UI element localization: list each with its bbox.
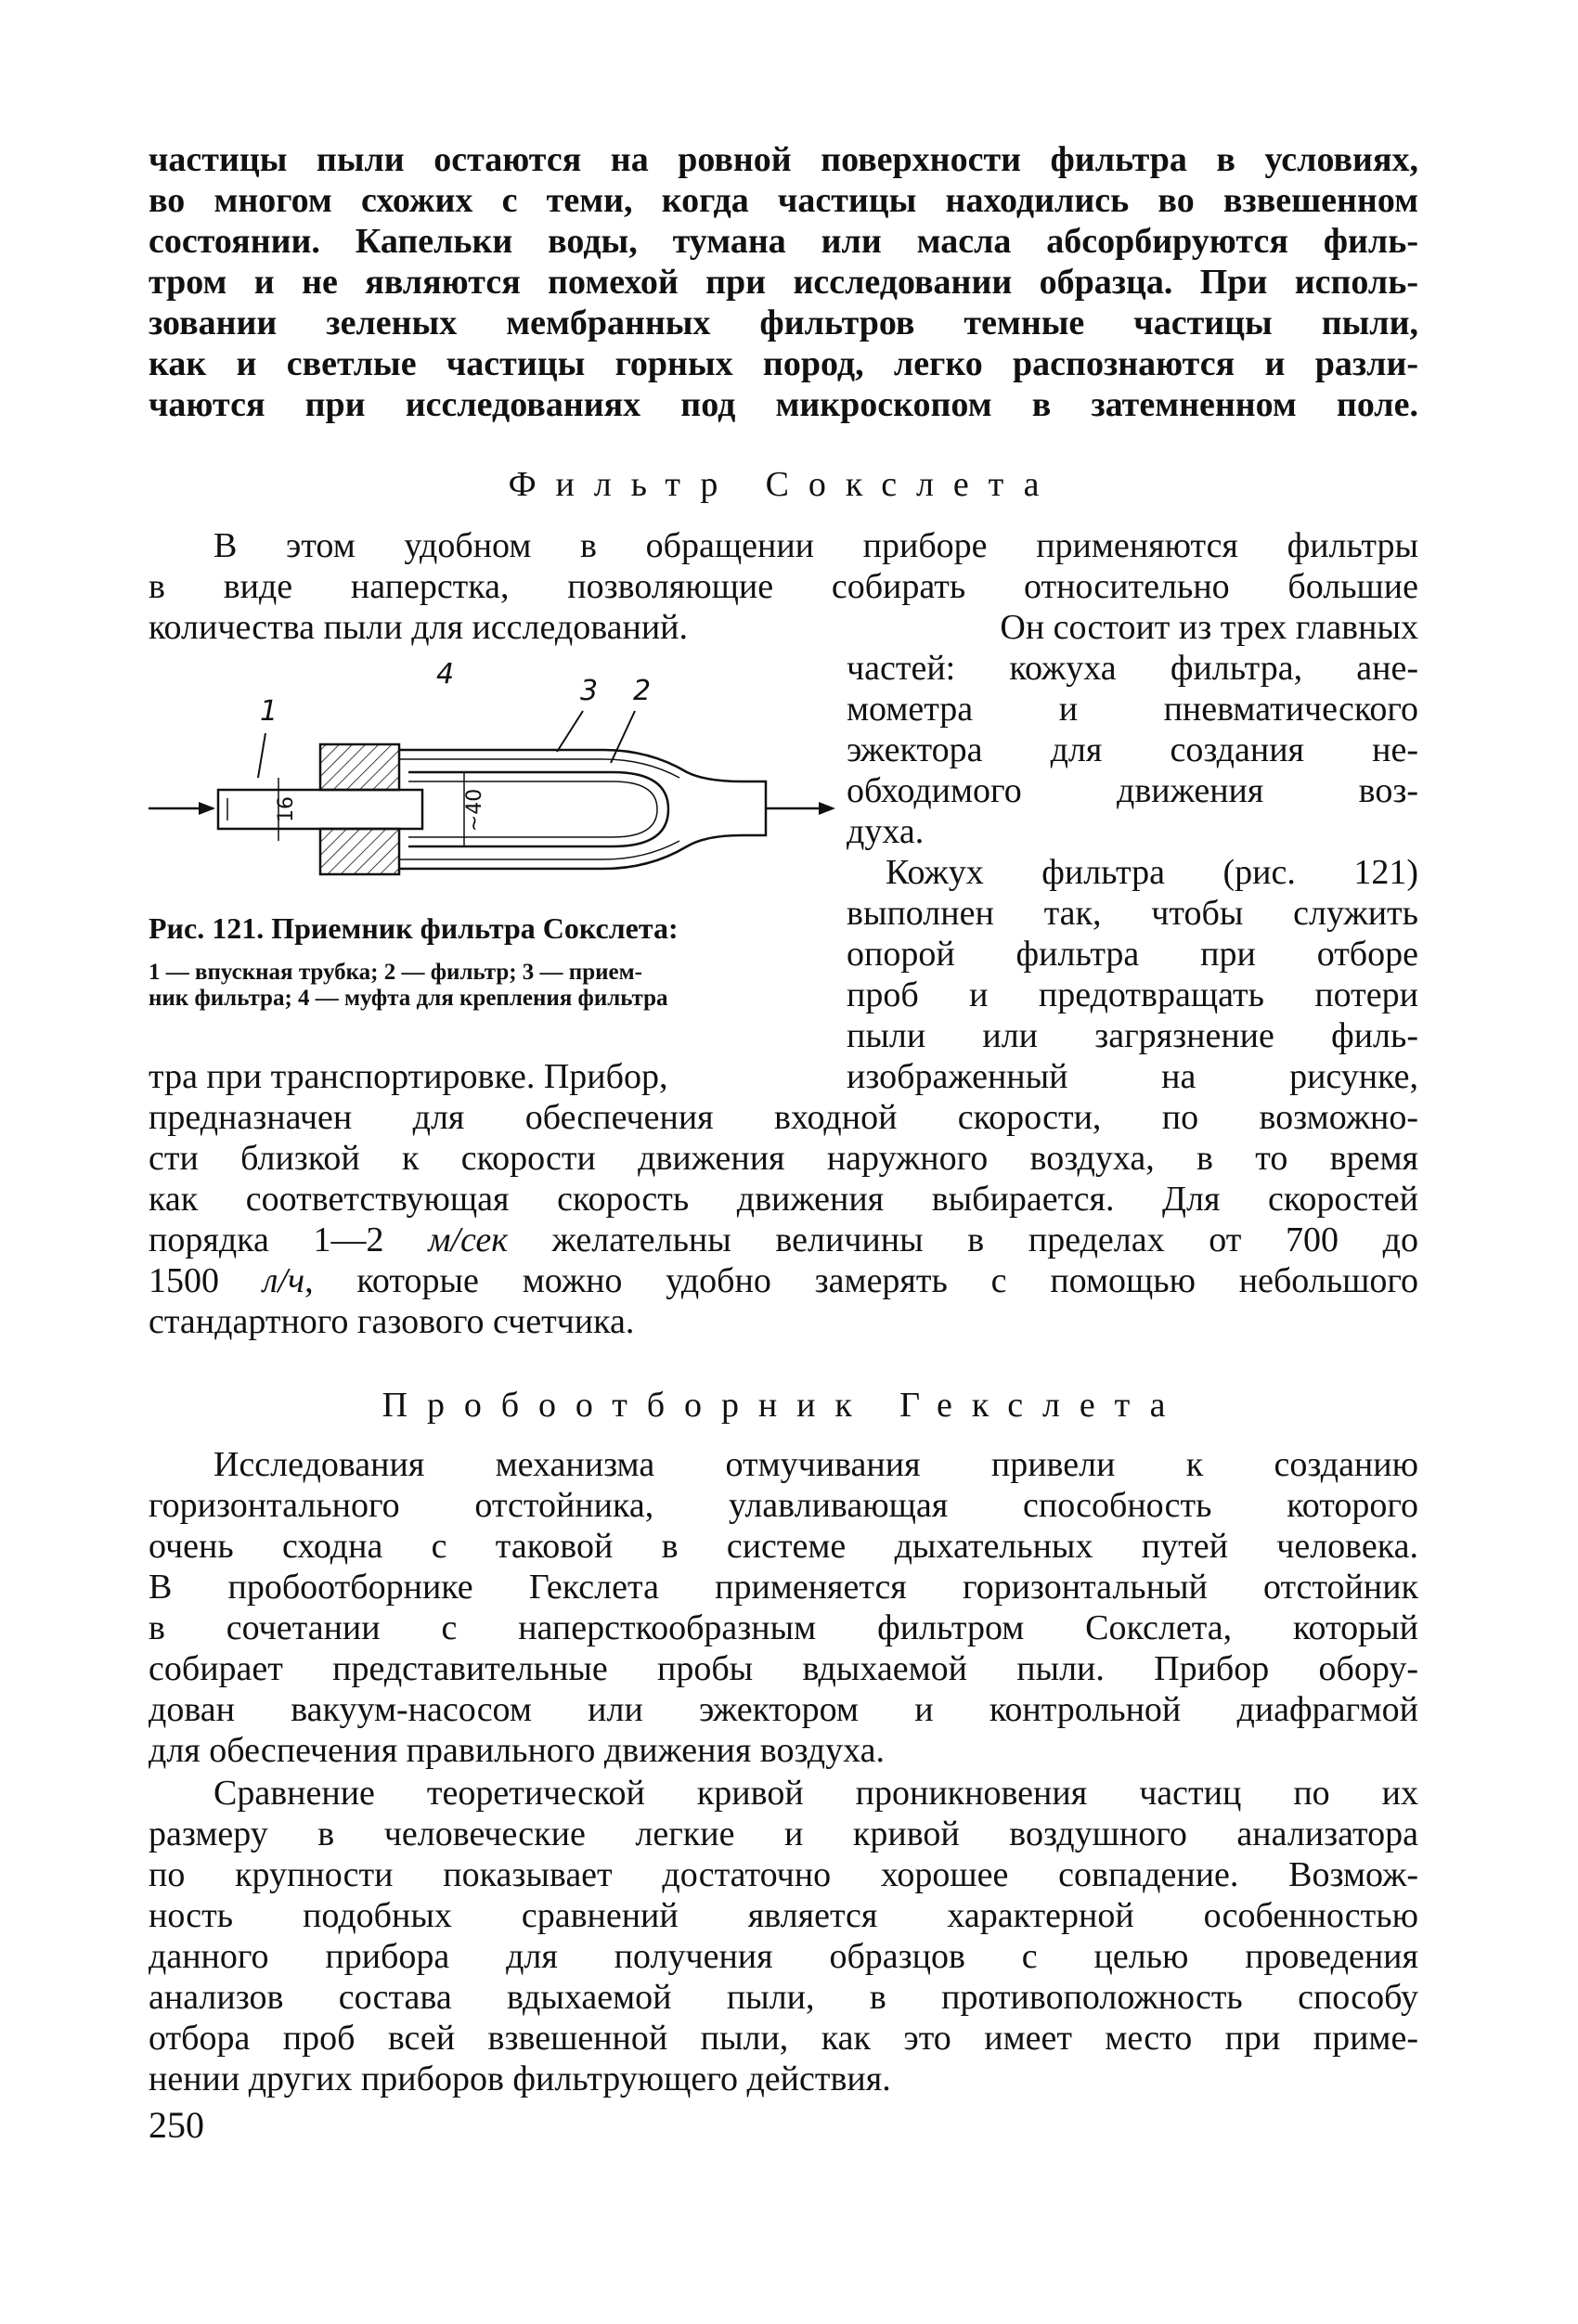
text-line-side: мометра и пневматического xyxy=(847,690,1418,729)
text-line: чаются при исследованиях под микроскопом в затемненном поле. xyxy=(149,385,1418,424)
inlet-tube xyxy=(218,790,422,829)
text-line xyxy=(149,1220,1418,1260)
text-line-left: количества пыли для исследований. xyxy=(149,608,689,647)
text-line: горизонтального отстойника, улавливающая способность которого xyxy=(149,1486,1418,1525)
text-line: данного прибора для получения образцов с целью проведения xyxy=(149,1937,1418,1976)
text-line-side: духа. xyxy=(847,812,925,851)
coupling-lower xyxy=(320,829,399,874)
text-line: предназначен для обеспечения входной скорости, по возможно- xyxy=(149,1098,1418,1137)
leader-2 xyxy=(611,711,635,763)
dimension-16: 16 xyxy=(275,796,298,822)
text-line: нении других приборов фильтрующего действия. xyxy=(149,2059,891,2098)
text-line: в виде наперстка, позволяющие собирать относительно большие xyxy=(149,567,1418,606)
text-line: для обеспечения правильного движения воздуха. xyxy=(149,1731,886,1770)
text-line xyxy=(149,1260,1418,1301)
text-span: порядка 1—2 xyxy=(149,1220,429,1259)
text-line-right: Он состоит из трех главных xyxy=(1000,608,1418,647)
text-line: стандартного газового счетчика. xyxy=(149,1302,635,1341)
text-line: зовании зеленых мембранных фильтров темные частицы пыли, xyxy=(149,303,1418,342)
leader-3 xyxy=(557,711,583,752)
text-line-left: тра при транспортировке. Прибор, xyxy=(149,1057,668,1096)
label-4: 4 xyxy=(436,659,455,691)
text-line-side: Кожух фильтра (рис. 121) xyxy=(886,853,1418,892)
text-line: как и светлые частицы горных пород, легко распознаются и разли- xyxy=(149,344,1418,383)
text-span: желательны величины в пределах от 700 до xyxy=(508,1220,1418,1259)
figure-caption: Рис. 121. Приемник фильтра Сокслета: xyxy=(149,911,679,945)
soxhlet-receiver-diagram xyxy=(149,659,835,910)
text-line: во многом схожих с теми, когда частицы находились во взвешенном xyxy=(149,181,1418,220)
text-line: отбора проб всей взвешенной пыли, как это имеет место при приме- xyxy=(149,2019,1418,2058)
thimble-filter-inner xyxy=(408,781,657,837)
outflow-arrowhead xyxy=(819,802,835,815)
label-3: 3 xyxy=(580,675,599,707)
unit-l-per-h: л/ч xyxy=(262,1261,305,1300)
text-line-side: обходимого движения воз- xyxy=(847,771,1418,810)
text-line: тром и не являются помехой при исследовании образца. При исполь- xyxy=(149,263,1418,302)
text-line: сти близкой к скорости движения наружного воздуха, в то время xyxy=(149,1139,1418,1178)
text-line: дован вакуум-насосом или эжектором и контрольной диафрагмой xyxy=(149,1690,1418,1729)
text-line-right: изображенный на рисунке, xyxy=(847,1057,1418,1096)
label-1: 1 xyxy=(260,695,278,728)
unit-m-per-s: м/сек xyxy=(428,1220,509,1259)
text-line: очень сходна с таковой в системе дыхательных путей человека. xyxy=(149,1527,1418,1566)
text-line: В этом удобном в обращении приборе применяются фильтры xyxy=(213,526,1418,565)
dimension-40: ~40 xyxy=(463,788,486,833)
text-line: по крупности показывает достаточно хорошее совпадение. Возмож- xyxy=(149,1855,1418,1894)
leader-1 xyxy=(258,733,265,778)
text-line: Сравнение теоретической кривой проникновения частиц по их xyxy=(213,1774,1418,1813)
figure-legend-line: 1 — впускная трубка; 2 — фильтр; 3 — прием- xyxy=(149,960,642,985)
text-line: анализов состава вдыхаемой пыли, в противоположность способу xyxy=(149,1978,1418,2017)
text-line: состоянии. Капельки воды, тумана или масла абсорбируются филь- xyxy=(149,222,1418,261)
section-heading-soxhlet: Фильтр Сокслета xyxy=(508,465,1059,504)
page-number: 250 xyxy=(149,2104,204,2146)
section-heading-hexlet: Пробоотборник Гекслета xyxy=(382,1386,1185,1425)
label-2: 2 xyxy=(633,675,652,707)
text-span: , которые можно удобно замерять с помощью небольшого xyxy=(304,1261,1418,1300)
text-line: в сочетании с наперсткообразным фильтром Сокслета, который xyxy=(149,1608,1418,1647)
figure-legend-line: ник фильтра; 4 — муфта для крепления фильтра xyxy=(149,986,668,1011)
text-line-side: частей: кожуха фильтра, ане- xyxy=(847,649,1418,688)
text-line-side: выполнен так, чтобы служить xyxy=(847,894,1418,933)
text-line: частицы пыли остаются на ровной поверхности фильтра в условиях, xyxy=(149,140,1418,179)
text-line: Исследования механизма отмучивания привели к созданию xyxy=(213,1445,1418,1484)
text-line: собирает представительные пробы вдыхаемой пыли. Прибор обору- xyxy=(149,1649,1418,1688)
text-line: как соответствующая скорость движения выбирается. Для скоростей xyxy=(149,1180,1418,1219)
text-line-side: опорой фильтра при отборе xyxy=(847,935,1418,974)
text-line: ность подобных сравнений является характерной особенностью xyxy=(149,1896,1418,1935)
text-span: 1500 xyxy=(149,1261,263,1300)
text-line-side: эжектора для создания не- xyxy=(847,730,1418,769)
text-line-side: проб и предотвращать потери xyxy=(847,975,1418,1014)
coupling-upper xyxy=(320,744,399,790)
inflow-arrowhead xyxy=(199,802,215,815)
filter-receiver-housing xyxy=(399,750,766,869)
text-line: В пробоотборнике Гекслета применяется горизонтальный отстойник xyxy=(149,1568,1418,1607)
text-line-side: пыли или загрязнение филь- xyxy=(847,1016,1418,1055)
text-line: размеру в человеческие легкие и кривой воздушного анализатора xyxy=(149,1814,1418,1853)
